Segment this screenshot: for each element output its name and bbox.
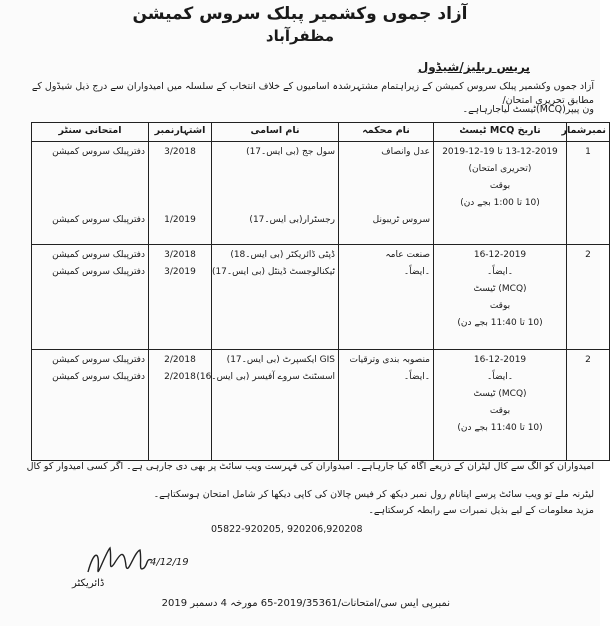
time-label: بوقت [489,181,511,191]
exam-type: (MCQ) ٹیسٹ [473,284,527,294]
row-date [434,245,567,350]
row-advert: 3/2018 1/2019 [149,142,212,245]
contact-phone-numbers: 05822-920205, 920206,920208 [211,524,363,535]
exam-time: (10 تا 1:00 بجے دن) [460,198,540,208]
ditto-mark: ۔ایضاً۔ [486,372,514,382]
row-serial: 2 [567,350,610,461]
row-post: ڈپٹی ڈائریکٹر (بی ایس۔18) ٹیکنالوجسٹ ڈینٹل (بی ایس۔17) [212,245,339,350]
commission-title: آزاد جموں وکشمیر پبلک سروس کمیشن [132,4,468,24]
table-row [32,350,610,461]
row-advert: 3/2018 3/2019 [149,245,212,350]
row-center: دفترپبلک سروس کمیشن دفترپبلک سروس کمیشن [32,245,149,350]
header-date: تاریخ MCQ ٹیسٹ [434,123,567,142]
row-department: منصوبہ بندی وترقیات ۔ایضاً۔ [339,350,434,461]
exam-type: (تحریری امتحان) [468,164,532,174]
intro-line-2: ون پیپر(MCQ)ٹیسٹ لیاجارہاہے۔ [462,104,594,115]
row-serial: 1 [567,142,610,245]
row-department: عدل وانصاف سروس ٹریبونل [339,142,434,245]
city-name: مظفرآباد [265,27,335,45]
reference-number: نمبرپی ایس سی/امتحانات/2019/35361-65 مورخہ 4 دسمبر 2019 [161,598,450,609]
row-department: صنعت عامہ ۔ایضاً۔ [339,245,434,350]
row-center: دفترپبلک سروس کمیشن دفترپبلک سروس کمیشن [32,142,149,245]
header-serial: نمبرشمار [567,123,610,142]
table-header-row [32,123,610,142]
row-date [434,350,567,461]
signature-date: 4/12/19 [150,557,189,568]
table-row [32,142,610,245]
exam-schedule-table [31,122,610,461]
row-center: دفترپبلک سروس کمیشن دفترپبلک سروس کمیشن [32,350,149,461]
date-range: 13-12-2019 تا 19-12-2019 [442,147,558,157]
exam-date: 16-12-2019 [473,355,527,365]
exam-type: (MCQ) ٹیسٹ [473,389,527,399]
footer-note-call-letters: امیدواران کو الگ سے کال لیٹران کے ذریعے آگاہ کیا جارہاہے۔ امیدواران کی فہرست ویب سائٹ پر بھی دی جارہی ہے۔ اگر کسی امیدوار کو کال [26,461,594,472]
row-post: GIS ایکسپرٹ (بی ایس۔17) اسسٹنٹ سروے آفیسر (بی ایس۔16) [212,350,339,461]
header-advert-number: اشتہارنمبر [149,123,212,142]
table-row [32,245,610,350]
intro-paragraph: آزاد جموں وکشمیر پبلک سروس کمیشن کے زیراہتمام مشتہرشدہ اسامیوں کے خلاف انتخاب کے سلسلہ میں امیدواران سے درج ذیل شیڈول کے مطابق تحریری امتحان/ [31,81,594,106]
time-label: بوقت [489,301,511,311]
ditto-mark: ۔ایضاً۔ [486,267,514,277]
director-title: ڈائریکٹر [72,578,105,589]
exam-date: 16-12-2019 [473,250,527,260]
header-department: نام محکمہ [339,123,434,142]
row-date [434,142,567,245]
row-post: سول جج (بی ایس۔17) رجسٹرار(بی ایس۔17) [212,142,339,245]
footer-note-website: لیٹرنہ ملے تو ویب سائٹ پرسے اپنانام رول نمبر دیکھ کر فیس چالان کی کاپی دیکھا کر شامل امتحان ہوسکتاہے۔ [153,489,594,500]
row-serial: 2 [567,245,610,350]
row-advert: 2/2018 2/2018 [149,350,212,461]
header-post: نام اسامی [212,123,339,142]
time-label: بوقت [489,406,511,416]
section-title: پریس ریلیز/شیڈول [417,60,530,74]
header-exam-center: امتحانی سنٹر [32,123,149,142]
exam-time: (10 تا 11:40 بجے دن) [457,318,543,328]
exam-time: (10 تا 11:40 بجے دن) [457,423,543,433]
footer-note-contact: مزید معلومات کے لیے بذیل نمبرات سے رابطہ کرسکتاہے۔ [368,505,594,516]
